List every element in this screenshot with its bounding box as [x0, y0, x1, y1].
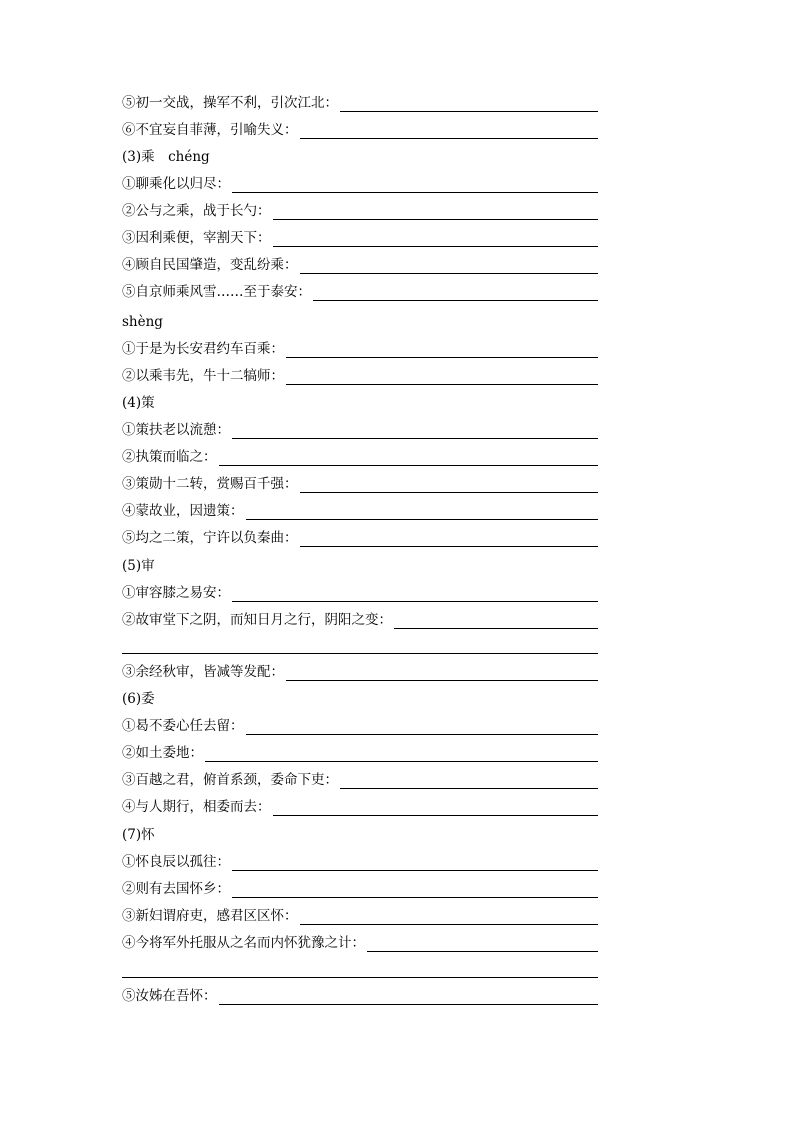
- item-prompt: ⑤初一交战，操军不利，引次江北：: [122, 95, 338, 111]
- answer-blank-continuation[interactable]: [122, 977, 598, 979]
- answer-blank[interactable]: [273, 799, 599, 816]
- answer-blank[interactable]: [246, 718, 599, 735]
- item-prompt: ①策扶老以流憩：: [122, 422, 230, 438]
- item-prompt: ③因利乘便，宰割天下：: [122, 230, 271, 246]
- answer-blank[interactable]: [232, 422, 598, 439]
- exercise-item: [122, 851, 598, 871]
- section-heading: (7)怀: [122, 827, 155, 843]
- exercise-item: [122, 119, 598, 139]
- exercise-item: [122, 715, 598, 735]
- exercise-item: [122, 932, 598, 952]
- item-prompt: ②执策而临之：: [122, 449, 217, 465]
- item-prompt: ①曷不委心任去留：: [122, 718, 244, 734]
- exercise-item: [122, 500, 598, 520]
- item-prompt: ⑤汝姊在吾怀：: [122, 988, 217, 1004]
- exercise-item: [122, 92, 598, 112]
- answer-blank[interactable]: [273, 203, 599, 220]
- answer-blank[interactable]: [232, 585, 598, 602]
- item-prompt: ②故审堂下之阴，而知日月之行，阴阳之变：: [122, 612, 392, 628]
- exercise-item: [122, 338, 598, 358]
- answer-blank[interactable]: [205, 745, 598, 762]
- answer-blank[interactable]: [232, 176, 598, 193]
- answer-blank[interactable]: [219, 449, 599, 466]
- item-prompt: ③余经秋审，皆减等发配：: [122, 664, 284, 680]
- item-prompt: ③新妇谓府吏，感君区区怀：: [122, 908, 298, 924]
- item-prompt: ④蒙故业，因遗策：: [122, 503, 244, 519]
- item-prompt: ⑥不宜妄自菲薄，引喻失义：: [122, 122, 298, 138]
- exercise-item: [122, 281, 598, 301]
- exercise-item: [122, 446, 598, 466]
- exercise-item: [122, 609, 598, 629]
- answer-blank[interactable]: [313, 284, 598, 301]
- answer-blank[interactable]: [340, 772, 598, 789]
- exercise-item: [122, 796, 598, 816]
- exercise-item: [122, 742, 598, 762]
- answer-blank[interactable]: [300, 530, 599, 547]
- answer-blank[interactable]: [286, 664, 598, 681]
- answer-blank-continuation[interactable]: [122, 653, 598, 655]
- answer-blank[interactable]: [367, 935, 598, 952]
- answer-blank[interactable]: [232, 854, 598, 871]
- exercise-item: [122, 254, 598, 274]
- exercise-item: [122, 173, 598, 193]
- item-prompt: ②公与之乘，战于长勺：: [122, 203, 271, 219]
- item-prompt: ②以乘韦先，牛十二犒师：: [122, 368, 284, 384]
- answer-blank[interactable]: [286, 341, 598, 358]
- exercise-item: [122, 527, 598, 547]
- exercise-item: [122, 227, 598, 247]
- answer-blank[interactable]: [340, 95, 598, 112]
- item-prompt: ④今将军外托服从之名而内怀犹豫之计：: [122, 935, 365, 951]
- item-prompt: ①聊乘化以归尽：: [122, 176, 230, 192]
- exercise-item: [122, 661, 598, 681]
- item-prompt: ③策勋十二转，赏赐百千强：: [122, 476, 298, 492]
- item-prompt: ⑤均之二策，宁许以负秦曲：: [122, 530, 298, 546]
- pronunciation-subheading: shèng: [122, 314, 163, 330]
- item-prompt: ③百越之君，俯首系颈，委命下吏：: [122, 772, 338, 788]
- answer-blank[interactable]: [300, 122, 599, 139]
- item-prompt: ①审容膝之易安：: [122, 585, 230, 601]
- exercise-item: [122, 365, 598, 385]
- answer-blank[interactable]: [246, 503, 599, 520]
- answer-blank[interactable]: [273, 230, 599, 247]
- exercise-item: [122, 878, 598, 898]
- answer-blank[interactable]: [300, 476, 599, 493]
- answer-blank[interactable]: [300, 908, 599, 925]
- item-prompt: ①于是为长安君约车百乘：: [122, 341, 284, 357]
- exercise-item: [122, 985, 598, 1005]
- exercise-item: [122, 905, 598, 925]
- item-prompt: ④顾自民国肇造，变乱纷乘：: [122, 257, 298, 273]
- item-prompt: ⑤自京师乘风雪……至于泰安：: [122, 284, 311, 300]
- exercise-item: [122, 419, 598, 439]
- answer-blank[interactable]: [286, 368, 598, 385]
- item-prompt: ②如土委地：: [122, 745, 203, 761]
- section-heading: (6)委: [122, 691, 155, 707]
- exercise-item: [122, 582, 598, 602]
- exercise-item: [122, 769, 598, 789]
- item-prompt: ④与人期行，相委而去：: [122, 799, 271, 815]
- exercise-item: [122, 200, 598, 220]
- item-prompt: ②则有去国怀乡：: [122, 881, 230, 897]
- item-prompt: ①怀良辰以孤往：: [122, 854, 230, 870]
- section-heading: (5)审: [122, 558, 155, 574]
- answer-blank[interactable]: [232, 881, 598, 898]
- section-heading: (3)乘 chéng: [122, 149, 210, 165]
- answer-blank[interactable]: [394, 612, 598, 629]
- section-heading: (4)策: [122, 395, 155, 411]
- exercise-item: [122, 473, 598, 493]
- answer-blank[interactable]: [219, 988, 599, 1005]
- answer-blank[interactable]: [300, 257, 599, 274]
